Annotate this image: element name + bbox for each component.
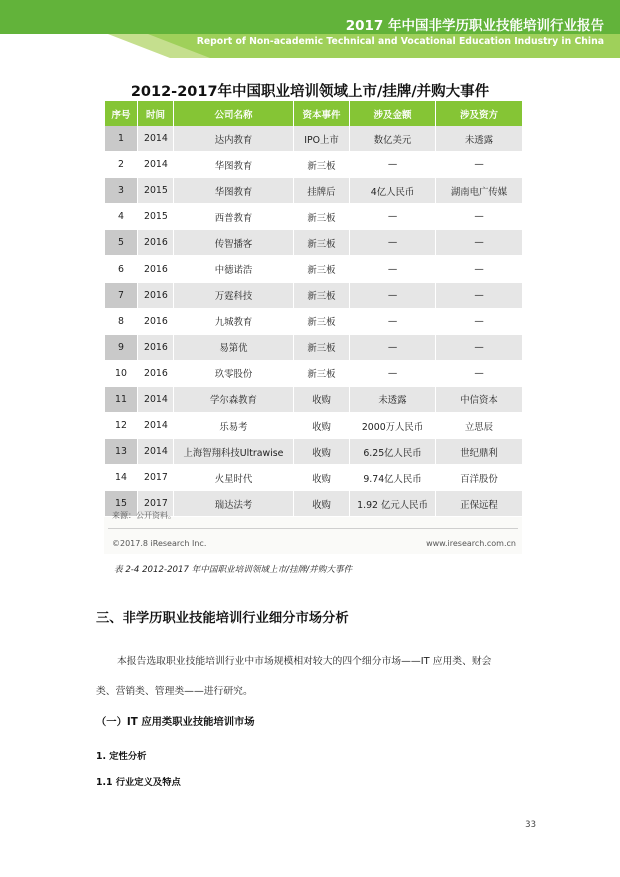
table-cell: 正保远程 [436,491,523,517]
table-cell: 2014 [138,439,174,465]
table-row [105,230,523,256]
table-row [105,439,523,465]
table-cell: 2015 [138,204,174,230]
table-cell: 2017 [138,491,174,517]
table-cell: — [436,204,523,230]
table-cell: 瑞达法考 [174,491,294,517]
table-cell: 未透露 [350,386,436,412]
page-number: 33 [525,820,536,830]
table-cell: — [350,334,436,360]
table-cell: 3 [105,178,138,204]
table-header-row [105,101,523,126]
column-header: 涉及资方 [436,101,523,126]
table-cell: 4 [105,204,138,230]
table-cell: 6.25亿人民币 [350,439,436,465]
table-cell: — [436,152,523,178]
table-cell: 收购 [294,386,350,412]
table-cell: 九城教育 [174,308,294,334]
table-cell: 13 [105,439,138,465]
table-cell: 2014 [138,413,174,439]
table-cell: 学尔森教育 [174,386,294,412]
table-row [105,386,523,412]
column-header: 资本事件 [294,101,350,126]
table-cell: 2 [105,152,138,178]
table-cell: 数亿美元 [350,126,436,152]
header-banner [0,0,620,58]
table-cell: 立思辰 [436,413,523,439]
column-header: 时间 [138,101,174,126]
table-row [105,334,523,360]
table-cell: — [350,230,436,256]
table-cell: 9.74亿人民币 [350,465,436,491]
table-cell: — [436,256,523,282]
item-heading: 1.1 行业定义及特点 [96,777,181,788]
item-heading: 1. 定性分析 [96,751,147,762]
table-cell: 7 [105,282,138,308]
table-cell: 收购 [294,491,350,517]
table-cell: 新三板 [294,204,350,230]
table-cell: 11 [105,386,138,412]
subsection-heading: （一）IT 应用类职业技能培训市场 [96,716,255,728]
table-cell: 9 [105,334,138,360]
table-row [105,282,523,308]
table-cell: 新三板 [294,256,350,282]
table-cell: 15 [105,491,138,517]
table-cell: — [350,360,436,386]
divider [108,528,518,529]
table-cell: 2000万人民币 [350,413,436,439]
table-cell: 1.92 亿元人民币 [350,491,436,517]
body-paragraph-line: 类、营销类、管理类——进行研究。 [96,686,253,697]
table-cell: 2016 [138,334,174,360]
table-cell: 中德诺浩 [174,256,294,282]
table-row [105,465,523,491]
table-cell: 收购 [294,439,350,465]
table-cell: — [436,308,523,334]
table-cell: 华图教育 [174,152,294,178]
table-cell: — [350,152,436,178]
table-cell: 新三板 [294,334,350,360]
table-cell: 华图教育 [174,178,294,204]
table-cell: 上海智翔科技Ultrawise [174,439,294,465]
table-cell: 世纪鼎利 [436,439,523,465]
table-cell: — [350,282,436,308]
table-cell: 收购 [294,413,350,439]
table-row [105,126,523,152]
table-cell: 未透露 [436,126,523,152]
table-cell: 中信资本 [436,386,523,412]
table-row [105,360,523,386]
body-paragraph-line: 本报告选取职业技能培训行业中市场规模相对较大的四个细分市场——IT 应用类、财会 [117,656,492,667]
table-row [105,308,523,334]
table-cell: 易第优 [174,334,294,360]
section-heading: 三、非学历职业技能培训行业细分市场分析 [96,611,349,626]
table-cell: 2016 [138,256,174,282]
column-header: 序号 [105,101,138,126]
table-cell: 传智播客 [174,230,294,256]
table-cell: 玖零股份 [174,360,294,386]
table-cell: — [436,360,523,386]
column-header: 涉及金额 [350,101,436,126]
table-cell: 2014 [138,152,174,178]
table-cell: 百洋股份 [436,465,523,491]
table-row [105,413,523,439]
table-cell: — [436,230,523,256]
table-cell: 收购 [294,465,350,491]
table-cell: 12 [105,413,138,439]
table-title: 2012-2017年中国职业培训领域上市/挂牌/并购大事件 [130,84,490,100]
website-url: www.iresearch.com.cn [426,539,516,548]
table-cell: 乐易考 [174,413,294,439]
table-cell: 8 [105,308,138,334]
table-row [105,204,523,230]
table-cell: — [436,334,523,360]
table-cell: 4亿人民币 [350,178,436,204]
table-cell: 2016 [138,282,174,308]
table-cell: 1 [105,126,138,152]
report-title: 2017 年中国非学历职业技能培训行业报告 [345,18,604,34]
table-cell: — [350,204,436,230]
table-cell: IPO上市 [294,126,350,152]
table-cell: 新三板 [294,360,350,386]
table-cell: 挂牌后 [294,178,350,204]
table-caption: 表 2-4 2012-2017 年中国职业培训领域上市/挂牌/并购大事件 [114,565,353,575]
table-cell: 新三板 [294,230,350,256]
table-cell: — [350,256,436,282]
table-cell: 新三板 [294,308,350,334]
table-cell: 2015 [138,178,174,204]
copyright-note: ©2017.8 iResearch Inc. [112,539,207,548]
table-cell: 新三板 [294,152,350,178]
table-cell: 2016 [138,230,174,256]
table-row [105,256,523,282]
table-cell: 2014 [138,386,174,412]
report-subtitle: Report of Non-academic Technical and Vocational Education Industry in China [196,36,604,47]
column-header: 公司名称 [174,101,294,126]
table-cell: 万霆科技 [174,282,294,308]
source-note: 来源：公开资料。 [112,511,176,520]
table-cell: 2014 [138,126,174,152]
table-cell: 2016 [138,308,174,334]
table-row [105,178,523,204]
table-cell: 新三板 [294,282,350,308]
table-cell: 西普教育 [174,204,294,230]
table-cell: 5 [105,230,138,256]
table-cell: 2017 [138,465,174,491]
table-cell: 2016 [138,360,174,386]
table-cell: 达内教育 [174,126,294,152]
table-cell: 10 [105,360,138,386]
table-cell: 14 [105,465,138,491]
table-cell: 火星时代 [174,465,294,491]
table-cell: 6 [105,256,138,282]
table-row [105,152,523,178]
events-table [104,101,523,517]
table-cell: — [350,308,436,334]
table-cell: — [436,282,523,308]
table-cell: 湖南电广传媒 [436,178,523,204]
